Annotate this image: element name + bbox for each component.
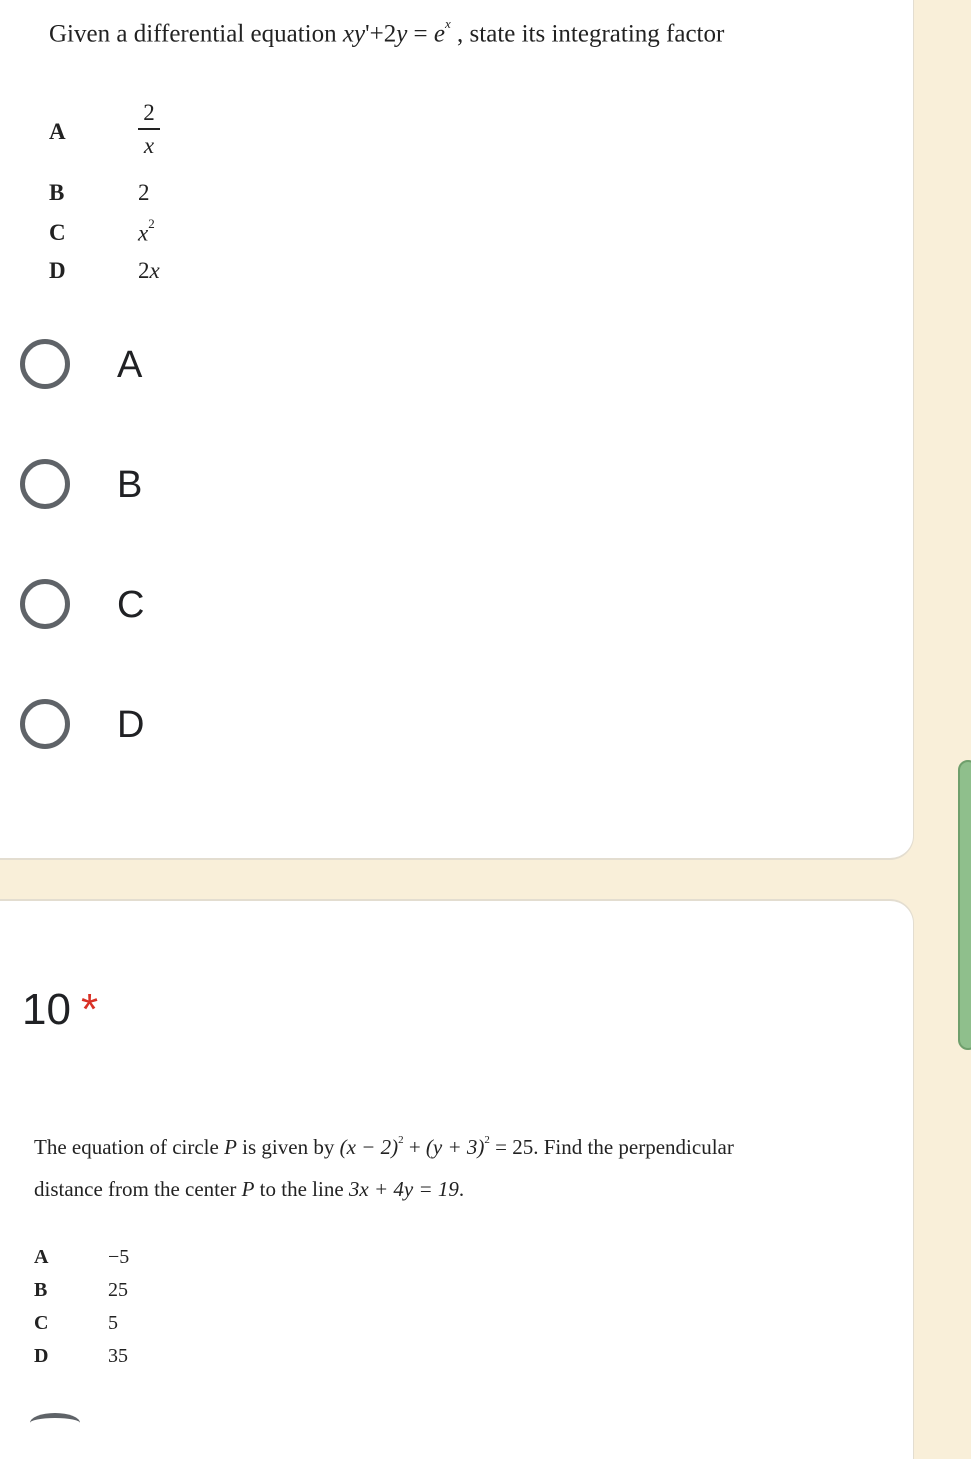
- option-letter-b: B: [49, 180, 65, 205]
- radio-circle-icon[interactable]: [20, 339, 70, 389]
- q10-option-letter-c: C: [34, 1312, 49, 1334]
- q10-option-b-value: 25: [108, 1279, 128, 1301]
- option-a-fraction: 2 x: [138, 100, 160, 160]
- radio-option-a[interactable]: [19, 338, 419, 400]
- q10-option-letter-a: A: [34, 1246, 49, 1268]
- option-letter-c: C: [49, 220, 66, 245]
- question-9-text: Given a differential equation $xy'+2y = e^x$ , state its integrating factor: [49, 16, 725, 48]
- required-asterisk: *: [80, 985, 99, 1034]
- question-10-text-line2: distance from the center P to the line 3x + 4y = 19.: [34, 1177, 465, 1201]
- radio-circle-icon[interactable]: [20, 459, 70, 509]
- option-letter-d: D: [49, 258, 66, 283]
- option-c-value: $x^2$: [138, 216, 155, 246]
- radio-circle-icon[interactable]: [30, 1413, 80, 1433]
- radio-option-c[interactable]: [19, 578, 419, 640]
- question-number: 10 *: [22, 985, 99, 1034]
- option-b-value: 2: [138, 180, 150, 205]
- radio-option-b[interactable]: [19, 458, 419, 520]
- q10-option-letter-d: D: [34, 1345, 49, 1367]
- question-10-text-line1: The equation of circle P is given by $(x - 2)^2 + (y + 3)^2 = 25$. Find the perpendicular: [34, 1134, 734, 1159]
- q10-option-letter-b: B: [34, 1279, 48, 1301]
- scrollbar-thumb[interactable]: [958, 760, 971, 1050]
- radio-label-c: C: [117, 584, 145, 626]
- q10-option-a-value: −5: [108, 1246, 130, 1268]
- q10-option-c-value: 5: [108, 1312, 118, 1334]
- radio-label-a: A: [117, 344, 143, 386]
- radio-circle-icon[interactable]: [20, 579, 70, 629]
- radio-label-b: B: [117, 464, 143, 506]
- radio-option-d[interactable]: [19, 698, 419, 760]
- radio-circle-icon[interactable]: [20, 699, 70, 749]
- q10-option-d-value: 35: [108, 1345, 128, 1367]
- radio-label-d: D: [117, 704, 145, 746]
- option-letter-a: A: [49, 119, 66, 144]
- option-d-value: 2x: [138, 258, 160, 283]
